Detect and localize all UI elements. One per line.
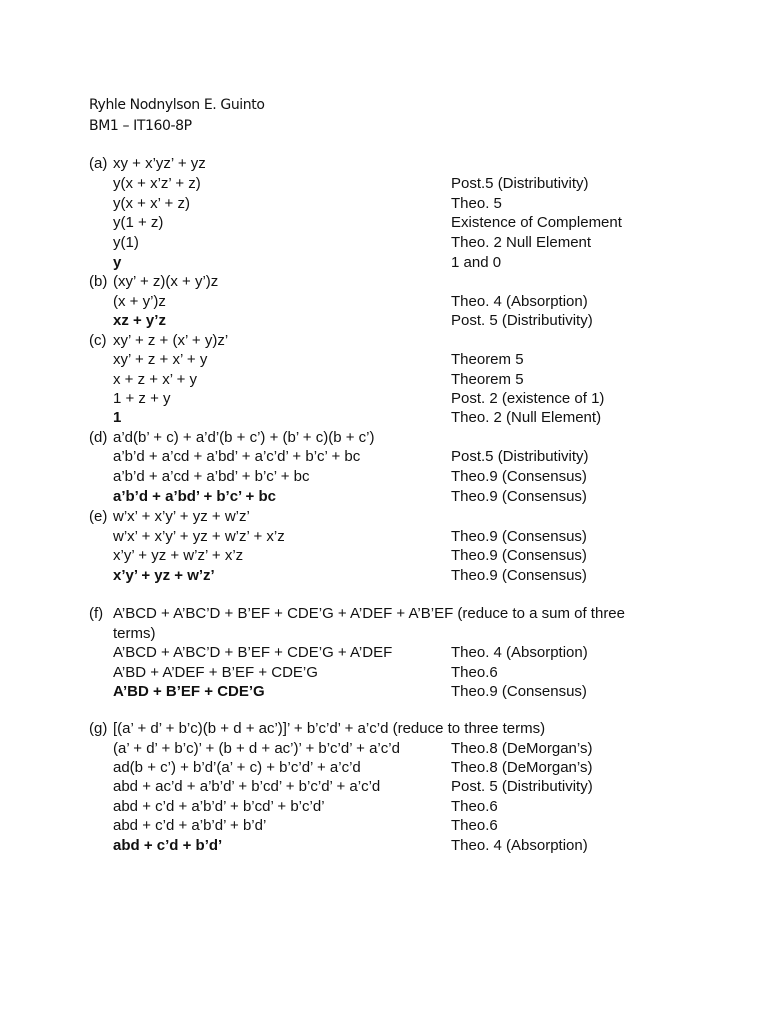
final-expression: A’BD + B’EF + CDE’G: [113, 683, 265, 700]
solution-line: [0, 233, 768, 253]
expression: x + z + x’ + y: [113, 371, 198, 388]
justification: Post.5 (Distributivity): [451, 175, 589, 192]
expression: abd + c’d + a’b’d’ + b’d’: [113, 817, 267, 834]
solution-line: [0, 546, 768, 566]
author-name: Ryhle Nodnylson E. Guinto: [89, 97, 265, 113]
expression: y(1 + z): [113, 214, 164, 231]
expression: [(a’ + d’ + b’c)(b + d + ac’)]’ + b’c’d’ + a’c’d (reduce to three terms): [113, 720, 546, 737]
solution-line: [0, 682, 768, 702]
justification: Theo.9 (Consensus): [451, 547, 587, 564]
solution-line: [0, 213, 768, 233]
justification: Theo.8 (DeMorgan’s): [451, 759, 593, 776]
justification: Theo. 4 (Absorption): [451, 644, 588, 661]
expression: y(x + x’ + z): [113, 195, 190, 212]
justification: Theo.8 (DeMorgan’s): [451, 740, 593, 757]
solution-line: [0, 836, 768, 856]
solution-line: [0, 311, 768, 331]
expression: a’b’d + a’cd + a’bd’ + a’c’d’ + b’c’ + bc: [113, 448, 361, 465]
final-expression: a’b’d + a’bd’ + b’c’ + bc: [113, 488, 276, 505]
expression: a’b’d + a’cd + a’bd’ + b’c’ + bc: [113, 468, 310, 485]
solution-line: [0, 816, 768, 836]
solution-line: [0, 174, 768, 194]
solution-line: [0, 272, 768, 292]
solution-line: [0, 797, 768, 817]
expression: abd + c’d + a’b’d’ + b’cd’ + b’c’d’: [113, 798, 325, 815]
solution-line: [0, 428, 768, 448]
justification: Theo. 5: [451, 195, 502, 212]
expression: (x + y’)z: [113, 293, 166, 310]
final-expression: 1: [113, 409, 122, 426]
solution-line: [0, 194, 768, 214]
solution-line: [0, 350, 768, 370]
expression: a’d(b’ + c) + a’d’(b + c’) + (b’ + c)(b + c’): [113, 429, 375, 446]
solution-line: [0, 624, 768, 644]
expression: terms): [113, 625, 156, 642]
expression: ad(b + c’) + b’d’(a’ + c) + b’c’d’ + a’c’d: [113, 759, 361, 776]
justification: Theo.6: [451, 798, 498, 815]
justification: Existence of Complement: [451, 214, 622, 231]
solution-line: [0, 777, 768, 797]
expression: y(1): [113, 234, 139, 251]
solution-line: [0, 719, 768, 739]
solution-line: [0, 663, 768, 683]
problem-label: (b): [89, 273, 108, 290]
expression: w’x’ + x’y’ + yz + w’z’ + x’z: [113, 528, 285, 545]
expression: abd + ac’d + a’b’d’ + b’cd’ + b’c’d’ + a’c’d: [113, 778, 381, 795]
justification: Theo.9 (Consensus): [451, 488, 587, 505]
solution-line: [0, 604, 768, 624]
solution-line: [0, 566, 768, 586]
expression: x’y’ + yz + w’z’ + x’z: [113, 547, 244, 564]
problem-label: (c): [89, 332, 107, 349]
solution-line: [0, 758, 768, 778]
expression: y(x + x’z’ + z): [113, 175, 201, 192]
solution-line: [0, 739, 768, 759]
solution-line: [0, 408, 768, 428]
justification: Theo. 4 (Absorption): [451, 837, 588, 854]
solution-line: [0, 487, 768, 507]
justification: Theo.6: [451, 664, 498, 681]
problem-label: (f): [89, 605, 104, 622]
justification: Theo. 2 Null Element: [451, 234, 592, 251]
solution-line: [0, 370, 768, 390]
justification: Post.5 (Distributivity): [451, 448, 589, 465]
expression: 1 + z + y: [113, 390, 171, 407]
final-expression: y: [113, 254, 122, 271]
expression: (a’ + d’ + b’c)’ + (b + d + ac’)’ + b’c’d’ + a’c’d: [113, 740, 400, 757]
problem-label: (g): [89, 720, 108, 737]
solution-line: [0, 643, 768, 663]
justification: 1 and 0: [451, 254, 502, 271]
problem-label: (d): [89, 429, 108, 446]
course-code: BM1 – IT160-8P: [89, 118, 192, 134]
problem-label: (e): [89, 508, 108, 525]
solution-line: [0, 389, 768, 409]
expression: A’BD + A’DEF + B’EF + CDE’G: [113, 664, 318, 681]
expression: A’BCD + A’BC’D + B’EF + CDE’G + A’DEF: [113, 644, 393, 661]
expression: xy + x’yz’ + yz: [113, 155, 206, 172]
justification: Theo.9 (Consensus): [451, 567, 587, 584]
justification: Post. 5 (Distributivity): [451, 778, 593, 795]
justification: Theo.6: [451, 817, 498, 834]
justification: Theo.9 (Consensus): [451, 528, 587, 545]
expression: xy’ + z + x’ + y: [113, 351, 208, 368]
final-expression: abd + c’d + b’d’: [113, 837, 223, 854]
solution-line: [0, 292, 768, 312]
problem-label: (a): [89, 155, 108, 172]
final-expression: x’y’ + yz + w’z’: [113, 567, 215, 584]
expression: xy’ + z + (x’ + y)z’: [113, 332, 229, 349]
justification: Post. 5 (Distributivity): [451, 312, 593, 329]
justification: Theorem 5: [451, 371, 524, 388]
expression: A’BCD + A’BC’D + B’EF + CDE’G + A’DEF + A’B’EF (reduce to a sum of three: [113, 605, 625, 622]
solution-line: [0, 447, 768, 467]
solution-line: [0, 331, 768, 351]
solution-line: [0, 507, 768, 527]
justification: Theo. 2 (Null Element): [451, 409, 602, 426]
expression: (xy’ + z)(x + y’)z: [113, 273, 219, 290]
justification: Theo. 4 (Absorption): [451, 293, 588, 310]
solution-line: [0, 467, 768, 487]
solution-line: [0, 253, 768, 273]
expression: w’x’ + x’y’ + yz + w’z’: [113, 508, 250, 525]
justification: Theo.9 (Consensus): [451, 683, 587, 700]
solution-line: [0, 154, 768, 174]
solution-line: [0, 527, 768, 547]
final-expression: xz + y’z: [113, 312, 166, 329]
justification: Theo.9 (Consensus): [451, 468, 587, 485]
justification: Theorem 5: [451, 351, 524, 368]
justification: Post. 2 (existence of 1): [451, 390, 605, 407]
